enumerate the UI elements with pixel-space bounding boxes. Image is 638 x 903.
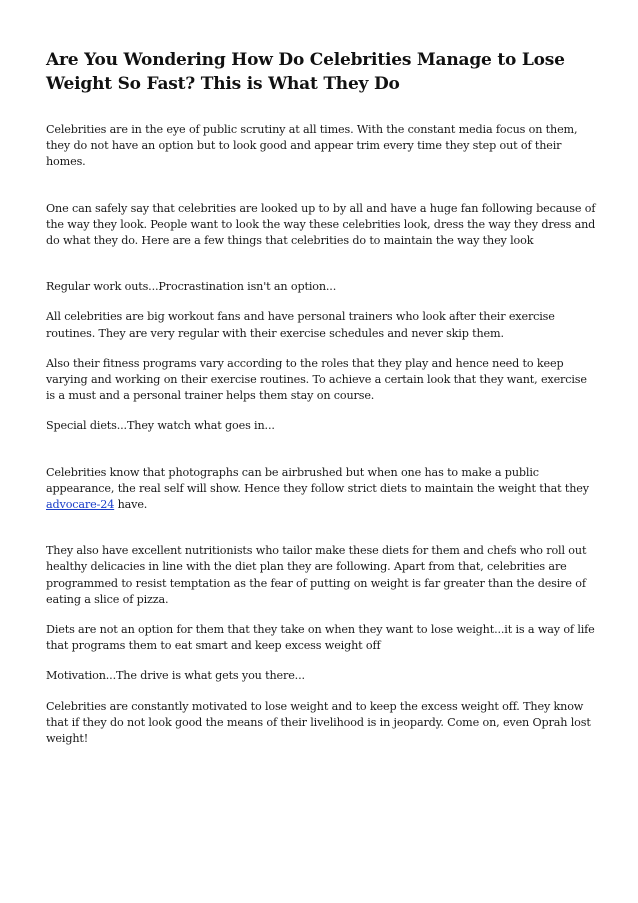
- document-page: [46, 48, 598, 761]
- paragraph-workouts: All celebrities are big workout fans and have personal trainers who look after their exercise routines. They are very regular with their exercise schedules and never skip them.: [46, 310, 555, 340]
- article-title: Are You Wondering How Do Celebrities Manage to Lose Weight So Fast? This is What They Do: [46, 50, 565, 94]
- paragraph-intro: Celebrities are in the eye of public scrutiny at all times. With the constant media focus on them, they do not have an option but to look good and appear trim every time they step out of their homes.: [46, 123, 578, 169]
- section-heading-motivation: Motivation...The drive is what gets you there...: [46, 669, 305, 683]
- section-heading-workouts: Regular work outs...Procrastination isn't an option...: [46, 280, 337, 294]
- paragraph-nutritionists: They also have excellent nutritionists who tailor make these diets for them and chefs who roll out healthy delicacies in line with the diet plan they are following. Apart from that, celebrities are programmed to resist temptation as the fear of putting on weight is far greater than the desire of eating a slice of pizza.: [46, 544, 587, 606]
- advocare-link[interactable]: advocare-24: [46, 498, 115, 512]
- paragraph-diets-text: Celebrities know that photographs can be airbrushed but when one has to make a public appearance, the real self will show. Hence they follow strict diets to maintain the weight that they: [46, 465, 589, 495]
- section-heading-diets: Special diets...They watch what goes in...: [46, 419, 275, 433]
- paragraph-fans: One can safely say that celebrities are looked up to by all and have a huge fan following because of the way they look. People want to look the way these celebrities look, dress the way they dress and do what they do. Here are a few things that celebrities do to maintain the way they look: [46, 201, 596, 248]
- paragraph-motivation: Celebrities are constantly motivated to lose weight and to keep the excess weight off. They know that if they do not look good the means of their livelihood is in jeopardy. Come on, even Oprah lost weight!: [46, 699, 591, 746]
- paragraph-diets: [46, 465, 598, 514]
- paragraph-fitness-programs: Also their fitness programs vary according to the roles that they play and hence need to keep varying and working on their exercise routines. To achieve a certain look that they want, exercise is a must and a personal trainer helps them stay on course.: [46, 356, 587, 403]
- paragraph-diets-tail: have.: [114, 498, 148, 512]
- paragraph-way-of-life: Diets are not an option for them that they take on when they want to lose weight...it is a way of life that programs them to eat smart and keep excess weight off: [46, 623, 595, 653]
